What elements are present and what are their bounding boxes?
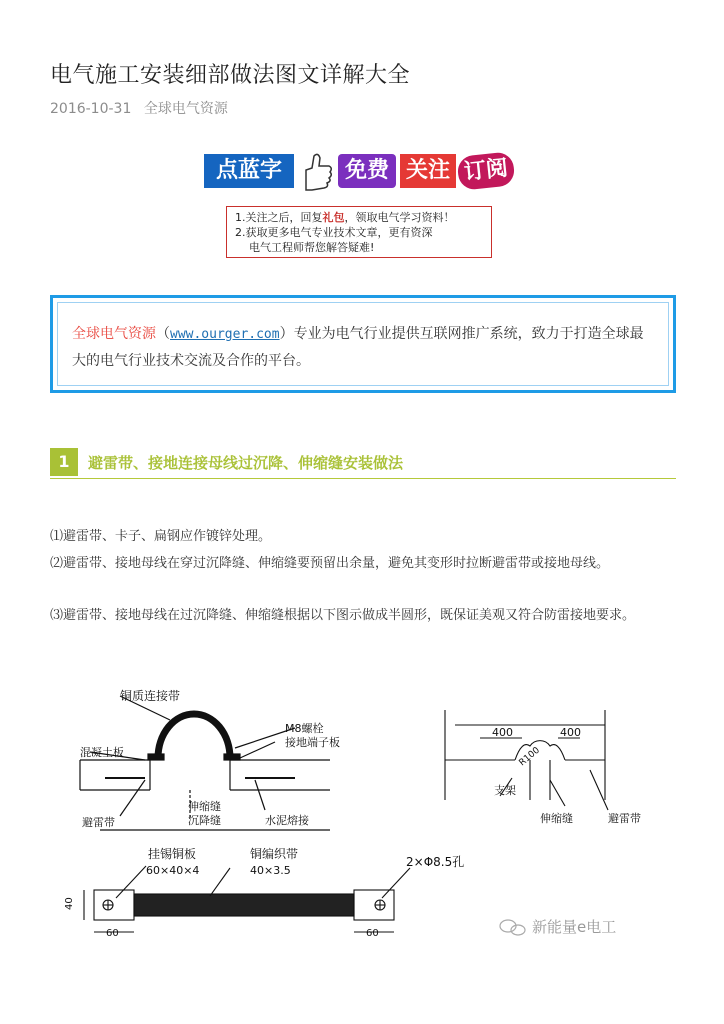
label-holes: 2×Φ8.5孔 <box>406 855 465 869</box>
label-plate-size: 60×40×4 <box>146 864 200 877</box>
intro-text <box>57 302 669 386</box>
braid-connector-drawing <box>84 866 410 932</box>
label-support: 支架 <box>494 784 516 797</box>
wechat-watermark-icon <box>500 920 525 935</box>
installation-diagram <box>60 680 680 940</box>
paragraph-3: ⑶避雷带、接地母线在过沉降缝、伸缩缝根据以下图示做成半圆形，既保证美观又符合防雷接地要求。 <box>50 608 636 623</box>
article-title: 电气施工安装细部做法图文详解大全 <box>50 63 411 88</box>
section-header <box>50 446 676 479</box>
intro-brand[interactable]: 全球电气资源 <box>72 326 156 342</box>
label-joint-right: 伸缩缝 <box>540 812 573 825</box>
intro-url-link[interactable]: www.ourger.com <box>170 327 280 342</box>
label-concrete: 混凝土板 <box>80 746 124 759</box>
label-expansion-joint: 伸缩缝 <box>188 800 221 813</box>
dim-400-right: 400 <box>560 726 581 739</box>
note-line1-key: 礼包 <box>322 211 345 224</box>
note-line1-pre: 1.关注之后，回复 <box>235 211 323 224</box>
banner-note <box>226 206 492 258</box>
label-lightning-strip-left: 避雷带 <box>82 816 115 829</box>
thumbs-up-icon <box>296 150 336 194</box>
dim-left-60: 60 <box>106 928 119 939</box>
article-meta <box>50 98 236 118</box>
section-title: 避雷带、接地连接母线过沉降、伸缩缝安装做法 <box>88 454 404 472</box>
label-copper-strip: 铜质连接带 <box>120 689 181 703</box>
label-braid: 铜编织带 <box>250 847 299 861</box>
dim-radius: R100 <box>517 745 542 769</box>
banner-tile-red: 关注 <box>400 154 456 188</box>
watermark-text: 新能量e电工 <box>532 918 617 936</box>
note-line1-post: ，领取电气学习资料！ <box>344 211 455 224</box>
intro-box <box>50 295 676 393</box>
banner-tile-pink: 订阅 <box>456 151 515 191</box>
label-settlement-joint: 沉降缝 <box>188 814 221 827</box>
label-cement-weld: 水泥熔接 <box>265 814 309 827</box>
paragraph-1: ⑴避雷带、卡子、扁钢应作镀锌处理。 <box>50 529 272 544</box>
intro-rest: ）专业为电气行业提供互联网推广系统，致力于打造全球最大的电气行业技术交流及合作的平台。 <box>72 326 644 369</box>
dim-right-60: 60 <box>366 928 379 939</box>
source-link[interactable]: 全球电气资源 <box>143 101 228 117</box>
publish-date: 2016-10-31 <box>50 101 132 117</box>
label-tinned-plate: 挂锡铜板 <box>148 847 197 861</box>
paragraph-2: ⑵避雷带、接地母线在穿过沉降缝、伸缩缝要预留出余量，避免其变形时拉断避雷带或接地母线。 <box>50 556 610 571</box>
note-line3: 电气工程师帮您解答疑难! <box>249 241 375 254</box>
label-lightning-strip-right: 避雷带 <box>608 812 641 825</box>
label-bolt: M8螺栓 <box>285 722 324 735</box>
label-braid-size: 40×3.5 <box>250 864 291 877</box>
banner-tile-purple: 免费 <box>338 154 396 188</box>
dim-height: 40 <box>64 897 75 910</box>
section-number: 1 <box>50 448 78 476</box>
note-line2: 2.获取更多电气专业技术文章，更有资深 <box>235 226 433 239</box>
intro-paren: （ <box>156 326 170 342</box>
dim-400-left: 400 <box>492 726 513 739</box>
banner-tile-blue: 点蓝字 <box>204 154 294 188</box>
label-terminal-plate: 接地端子板 <box>285 736 340 749</box>
